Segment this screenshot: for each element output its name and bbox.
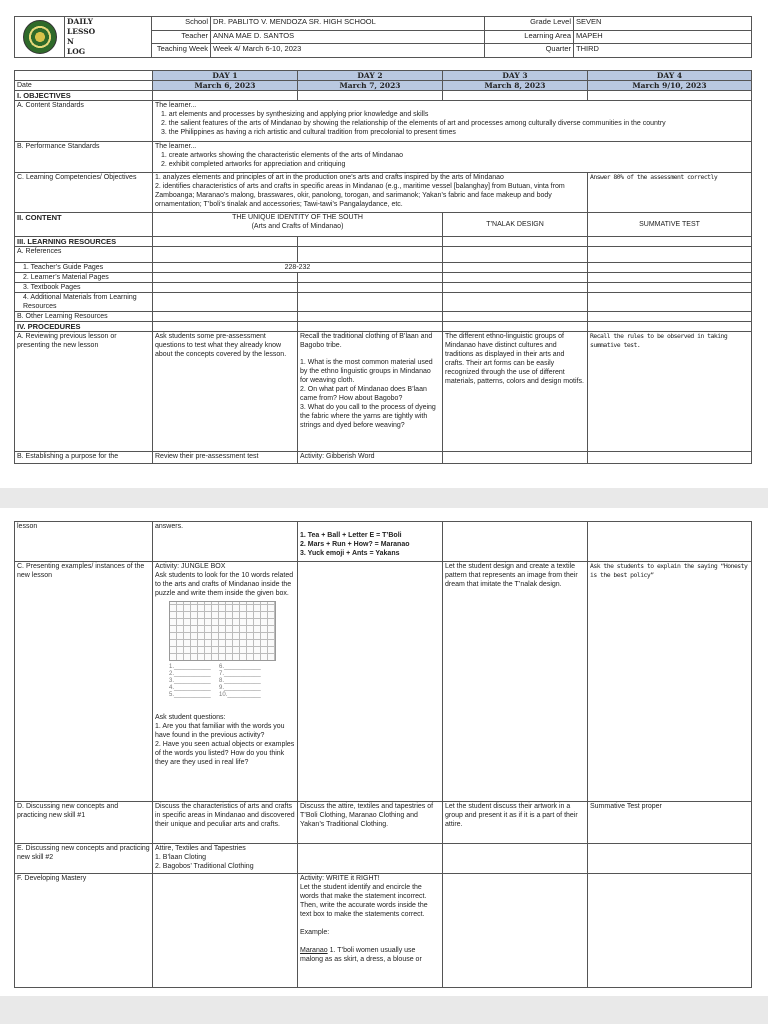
- date-label: Date: [15, 81, 153, 91]
- proc-b-day2: Activity: Gibberish Word: [298, 452, 443, 464]
- lesson-table-1: [14, 70, 752, 464]
- content-standards-text: The learner... 1. art elements and processes by synthesizing and applying prior knowledge and skills 2. the salient features of the arts of Mindanao by showing the relationship of the elements of art and processes among culturally diverse communities in the country 3. the Philippines as having a rich artistic and cultural tradition from precolonial to present times: [153, 101, 752, 142]
- competencies-day4: Answer 80% of the assessment correctly: [588, 173, 752, 213]
- content-standards-label: A. Content Standards: [15, 101, 153, 142]
- proc-b-day2-cont: 1. Tea + Ball + Letter E = T’Boli 2. Mars + Run + How? = Maranao 3. Yuck emoji + Ants = Yakans: [298, 522, 443, 562]
- proc-e-label: E. Discussing new concepts and practicing new skill #2: [15, 844, 153, 874]
- day4-header: DAY 4: [588, 71, 752, 81]
- teacher-value: ANNA MAE D. SANTOS: [211, 30, 485, 44]
- page-1: [0, 0, 768, 488]
- example-word: Maranao: [300, 947, 328, 954]
- grade-value: SEVEN: [574, 17, 752, 31]
- proc-b-day1-cont: answers.: [153, 522, 298, 562]
- proc-c-label: C. Presenting examples/ instances of the new lesson: [15, 562, 153, 802]
- content-heading: II. CONTENT: [15, 213, 153, 237]
- quarter-value: THIRD: [574, 44, 752, 58]
- dll-title: DAILY LESSO N LOG: [65, 17, 152, 58]
- proc-f-day2: Activity: WRITE it RIGHT! Let the student identify and encircle the words that make the statement incorrect. Then, write the accurate words inside the text box to make the statements correct. Example: Maranao 1. T’boli women usually use malong as as skirt, a dress, a blouse or: [298, 874, 443, 988]
- content-day3: T’NALAK DESIGN: [443, 213, 588, 237]
- lesson-table-2: [14, 521, 752, 988]
- area-value: MAPEH: [574, 30, 752, 44]
- header-table: [14, 16, 752, 58]
- other-resources-label: B. Other Learning Resources: [15, 312, 153, 322]
- day3-date: March 8, 2023: [443, 81, 588, 91]
- proc-d-label: D. Discussing new concepts and practicing new skill #1: [15, 802, 153, 844]
- proc-f-label: F. Developing Mastery: [15, 874, 153, 988]
- content-day4: SUMMATIVE TEST: [588, 213, 752, 237]
- quarter-label: Quarter: [485, 44, 574, 58]
- teacher-label: Teacher: [152, 30, 211, 44]
- proc-a-day3: The different ethno-linguistic groups of Mindanao have distinct cultures and traditions as displayed in their arts and crafts. Their art forms can be easily recognized through the use of different materials, patterns, colors and design motifs.: [443, 332, 588, 452]
- proc-d-day4: Summative Test proper: [588, 802, 752, 844]
- lm-pages-label: 2. Learner’s Material Pages: [15, 273, 153, 283]
- area-label: Learning Area: [485, 30, 574, 44]
- content-title: THE UNIQUE IDENTITY OF THE SOUTH (Arts and Crafts of Mindanao): [153, 213, 443, 237]
- day4-date: March 9/10, 2023: [588, 81, 752, 91]
- additional-label: 4. Additional Materials from Learning Resources: [15, 293, 153, 312]
- procedures-heading: IV. PROCEDURES: [15, 322, 153, 332]
- proc-a-day4: Recall the rules to be observed in taking summative test.: [588, 332, 752, 452]
- proc-e-day1: Attire, Textiles and Tapestries 1. B’laan Cloting 2. Bagobos’ Traditional Clothing: [153, 844, 298, 874]
- proc-b-label-cont: lesson: [15, 522, 153, 562]
- proc-b-day1: Review their pre-assessment test: [153, 452, 298, 464]
- references-label: A. References: [15, 247, 153, 263]
- performance-standards-label: B. Performance Standards: [15, 142, 153, 173]
- proc-a-day2: Recall the traditional clothing of B’laan and Bagobo tribe. 1. What is the most common material used by the ethno linguistic groups in Mindanao for weaving cloth. 2. On what part of Mindanao does B’laan came from? How about Bagobo? 3. What do you call to the process of dyeing the fabric where the yarns are tightly with strings and dyed before weaving?: [298, 332, 443, 452]
- tg-pages-value: 228-232: [153, 263, 443, 273]
- proc-c-day4: Ask the students to explain the saying “Honesty is the best policy”: [588, 562, 752, 802]
- day1-date: March 6, 2023: [153, 81, 298, 91]
- textbook-label: 3. Textbook Pages: [15, 283, 153, 293]
- proc-d-day1: Discuss the characteristics of arts and crafts in specific areas in Mindanao and discovered their unique and peculiar arts and crafts.: [153, 802, 298, 844]
- proc-b-label: B. Establishing a purpose for the: [15, 452, 153, 464]
- performance-standards-text: The learner... 1. create artworks showing the characteristic elements of the arts of Mindanao 2. exhibit completed artworks for appreciation and critiquing: [153, 142, 752, 173]
- competencies-label: C. Learning Competencies/ Objectives: [15, 173, 153, 213]
- school-value: DR. PABLITO V. MENDOZA SR. HIGH SCHOOL: [211, 17, 485, 31]
- objectives-heading: I. OBJECTIVES: [15, 91, 153, 101]
- answer-blanks: 1.___________ 6.___________ 2.___________ 7.___________ 3.___________ 8.___________ 4.___________ 9.___________ 5.___________ 10.__________: [169, 664, 261, 698]
- proc-d-day3: Let the student discuss their artwork in a group and present it as if it is a part of their attire.: [443, 802, 588, 844]
- day3-header: DAY 3: [443, 71, 588, 81]
- proc-a-day1: Ask students some pre-assessment questions to test what they already know about the concepts covered by the lesson.: [153, 332, 298, 452]
- proc-c-day3: Let the student design and create a textile pattern that represents an image from their dream that imitate the T’nalak design.: [443, 562, 588, 802]
- day2-header: DAY 2: [298, 71, 443, 81]
- week-value: Week 4/ March 6-10, 2023: [211, 44, 485, 58]
- grade-label: Grade Level: [485, 17, 574, 31]
- word-search-puzzle: [169, 601, 276, 661]
- week-label: Teaching Week: [152, 44, 211, 58]
- proc-a-label: A. Reviewing previous lesson or presenting the new lesson: [15, 332, 153, 452]
- school-logo: [15, 17, 65, 58]
- proc-d-day2: Discuss the attire, textiles and tapestries of T’Boli Clothing, Maranao Clothing and Yakan’s Traditional Clothing.: [298, 802, 443, 844]
- resources-heading: III. LEARNING RESOURCES: [15, 237, 153, 247]
- day1-header: DAY 1: [153, 71, 298, 81]
- competencies-text: 1. analyzes elements and principles of art in the production one’s arts and crafts inspired by the arts of Mindanao 2. identifies characteristics of arts and crafts in specific areas in Mindanao (e.g., maritime vessel [balanghay] from Butuan, vinta from Zamboanga; Maranao’s malong, brasswares, okir, panolong, torogan, and sarimanok; Yakan’s fabric and face makeup and body ornamentation; T’boli’s tinalak and accessories; Tawi-tawi’s Pangalaydance, etc.: [153, 173, 588, 213]
- school-label: School: [152, 17, 211, 31]
- page-2: [0, 508, 768, 996]
- proc-c-day1: Activity: JUNGLE BOX Ask students to look for the 10 words related to the arts and crafts of Mindanao inside the puzzle and write them inside the given box. 1.___________ 6.___________ 2.___________ 7.___________ 3.___________ 8.___________ 4.___________ 9.___________ 5.___________ 10.__________ Ask student questions: 1. Are you that familiar with the words you have found in the previous activity? 2. Have you seen actual objects or examples of the words you listed? How do you think they are they used in real life?: [153, 562, 298, 802]
- tg-pages-label: 1. Teacher’s Guide Pages: [15, 263, 153, 273]
- day2-date: March 7, 2023: [298, 81, 443, 91]
